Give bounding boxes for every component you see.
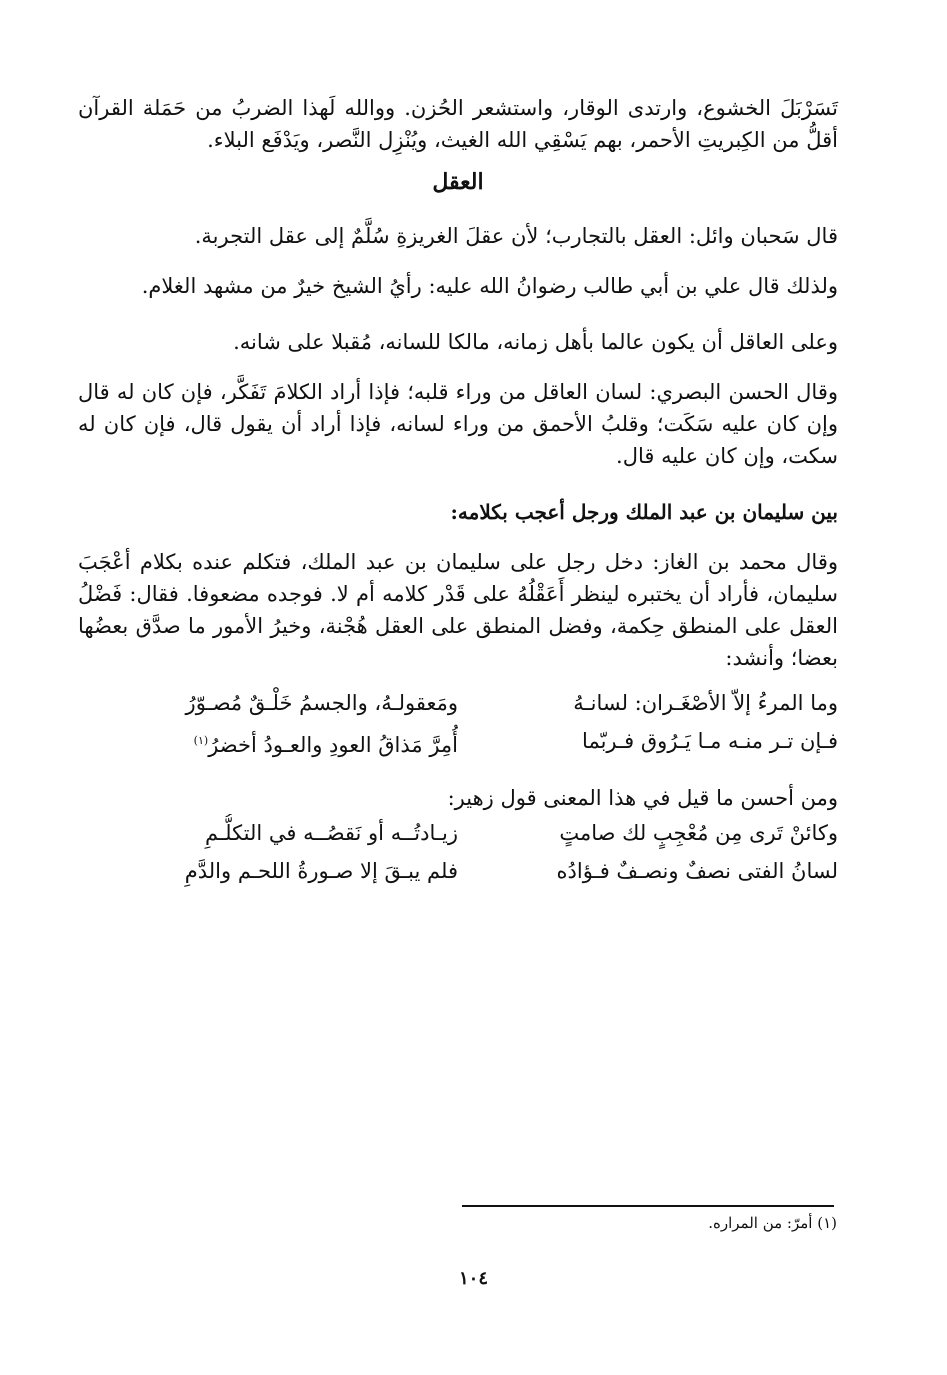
verse-second-hemistich: زيـادتُــه أو نَقصُــه في التكلُّـمِ [204, 821, 458, 845]
footnote-marker: (١) [193, 734, 209, 747]
page-number: ١٠٤ [458, 1268, 488, 1289]
footnote: (١) أمرّ: من المراره. [708, 1214, 837, 1232]
verse-text: أُمِرَّ مَذاقُ العودِ والعـودُ أخضرُ [208, 733, 458, 757]
verse-second-hemistich: فلم يبـقَ إلا صـورةُ اللحـم والدَّمِ [184, 859, 458, 883]
verse-line [78, 722, 838, 764]
page-body [78, 92, 838, 890]
verse-first-hemistich: وكائنْ تَرى مِن مُعْجِبٍ لك صامتٍ [559, 821, 838, 845]
paragraph-wise-person: وعلى العاقل أن يكون عالما بأهل زمانه، مالكا للسانه، مُقبلا على شانه. [233, 330, 838, 354]
paragraph-hasan-basri: وقال الحسن البصري: لسان العاقل من وراء قلبه؛ فإذا أراد الكلامَ تَفَكَّر، فإن كان له قال وإن كان عليه سَكَت؛ وقلبُ الأحمق من وراء لسانه، فإذا أراد أن يقول قال، فإن كان له سكت، وإن كان عليه قال. [78, 380, 838, 468]
paragraph-zuhair-intro: ومن أحسن ما قيل في هذا المعنى قول زهير: [447, 786, 838, 810]
footnote-divider [462, 1205, 834, 1207]
verse-first-hemistich: وما المرءُ إلاّ الأصْغَـران: لسانـهُ [573, 691, 838, 715]
verse-line [78, 684, 838, 722]
paragraph-sahban: قال سَحبان وائل: العقل بالتجارب؛ لأن عقلَ الغريزةِ سُلَّمٌ إلى عقل التجربة. [194, 224, 838, 248]
paragraph-ali: ولذلك قال علي بن أبي طالب رضوانُ الله عليه: رأيُ الشيخ خيرٌ من مشهد الغلام. [141, 274, 838, 298]
subsection-heading: بين سليمان بن عبد الملك ورجل أعجب بكلامه: [450, 500, 838, 524]
verse-first-hemistich: فـإن تـر منـه مـا يَـرُوق فـربّما [582, 729, 838, 753]
verse-line [78, 852, 838, 890]
section-heading: العقل [432, 169, 484, 195]
verse-second-hemistich [98, 722, 458, 764]
verse-line [78, 814, 838, 852]
verse-first-hemistich: لسانُ الفتى نصفٌ ونصـفٌ فـؤادُه [556, 859, 838, 883]
paragraph-muhammad-bin-ghaz: وقال محمد بن الغاز: دخل رجل على سليمان بن عبد الملك، فتكلم عنده بكلام أعْجَبَ سليمان، فأراد أن يختبره لينظر أَعَقْلُهُ على قَدْر كلامه أم لا. فوجده مضعوفا. فقال: فَضْلُ العقل على المنطق حِكمة، وفضل المنطق على العقل هُجْنة، وخيرُ الأمور ما صدَّق بعضُها بعضا؛ وأنشد: [78, 550, 838, 670]
verse-second-hemistich: ومَعقولـهُ، والجسمُ خَلْـقٌ مُصـوّرُ [185, 691, 458, 715]
paragraph-continuation: تَسَرْبَلَ الخشوع، وارتدى الوقار، واستشعر الحُزن. ووالله لَهذا الضربُ من حَمَلة القرآن أقلُّ من الكِبريتِ الأحمر، بهم يَسْقِي الله الغيث، ويُنْزِل النَّصر، ويَدْفَع البلاء. [78, 96, 838, 152]
